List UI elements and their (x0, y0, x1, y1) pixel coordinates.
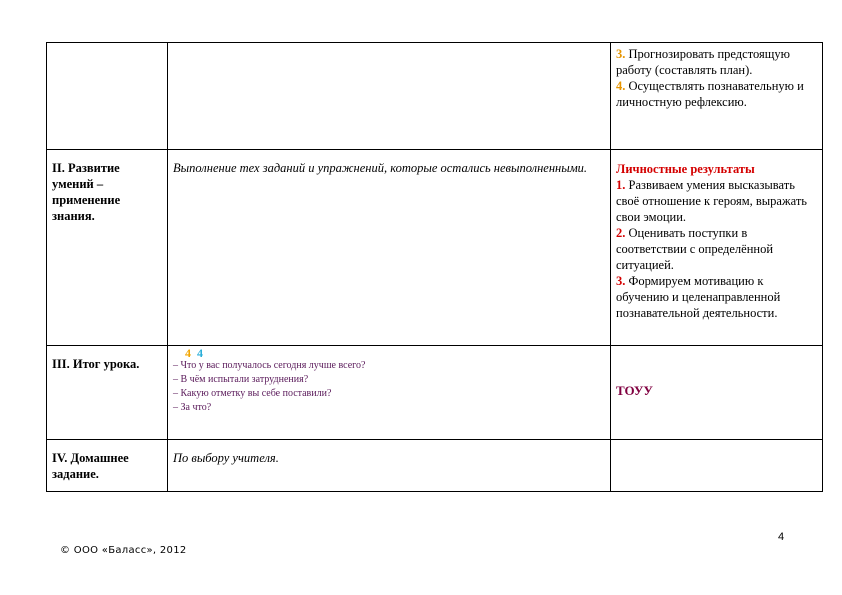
result-number: 2. (616, 226, 626, 240)
results-cell (611, 150, 823, 346)
marker-icons (185, 347, 605, 359)
stage-cell: II. Развитие умений – применение знания. (47, 150, 168, 346)
result-item (616, 225, 817, 273)
question-item: – За что? (173, 402, 212, 413)
result-item (616, 46, 817, 78)
result-text: Развиваем умения высказывать своё отношение к героям, выражать свои эмоции. (616, 178, 808, 224)
result-text: Осуществлять познавательную и личностную рефлексию. (616, 79, 804, 109)
question-item: – Какую отметку вы себе поставили? (173, 388, 332, 399)
stage-cell (47, 43, 168, 150)
result-number: 4. (616, 79, 626, 93)
results-title: Личностные результаты (616, 162, 755, 176)
page-number: 4 (778, 531, 785, 543)
content-cell: Выполнение тех заданий и упражнений, которые остались невыполненными. (168, 150, 611, 346)
result-item (616, 273, 817, 321)
result-item (616, 78, 817, 110)
orange-marker-icon: 4 (185, 346, 191, 360)
stage-cell: IV. Домашнее задание. (47, 440, 168, 492)
result-number: 3. (616, 47, 626, 61)
table-row (47, 150, 823, 346)
content-cell (168, 346, 611, 440)
results-cell (611, 440, 823, 492)
result-text: Формируем мотивацию к обучению и целенаправленной познавательной деятельности. (616, 274, 781, 320)
stage-cell: III. Итог урока. (47, 346, 168, 440)
content-cell: По выбору учителя. (168, 440, 611, 492)
result-number: 3. (616, 274, 626, 288)
table-row (47, 346, 823, 440)
copyright-footer: © ООО «Баласс», 2012 (60, 545, 187, 556)
results-cell (611, 43, 823, 150)
results-cell (611, 346, 823, 440)
blue-marker-icon: 4 (197, 346, 203, 360)
lesson-plan-table (46, 42, 823, 492)
result-text: Оценивать поступки в соответствии с определённой ситуацией. (616, 226, 774, 272)
table-row (47, 440, 823, 492)
result-number: 1. (616, 178, 626, 192)
question-item: – Что у вас получалось сегодня лучше всего? (173, 360, 366, 371)
content-cell (168, 43, 611, 150)
table-row (47, 43, 823, 150)
question-item: – В чём испытали затруднения? (173, 374, 309, 385)
result-text: Прогнозировать предстоящую работу (составлять план). (616, 47, 790, 77)
result-item (616, 177, 817, 225)
results-label: ТОУУ (616, 383, 653, 398)
